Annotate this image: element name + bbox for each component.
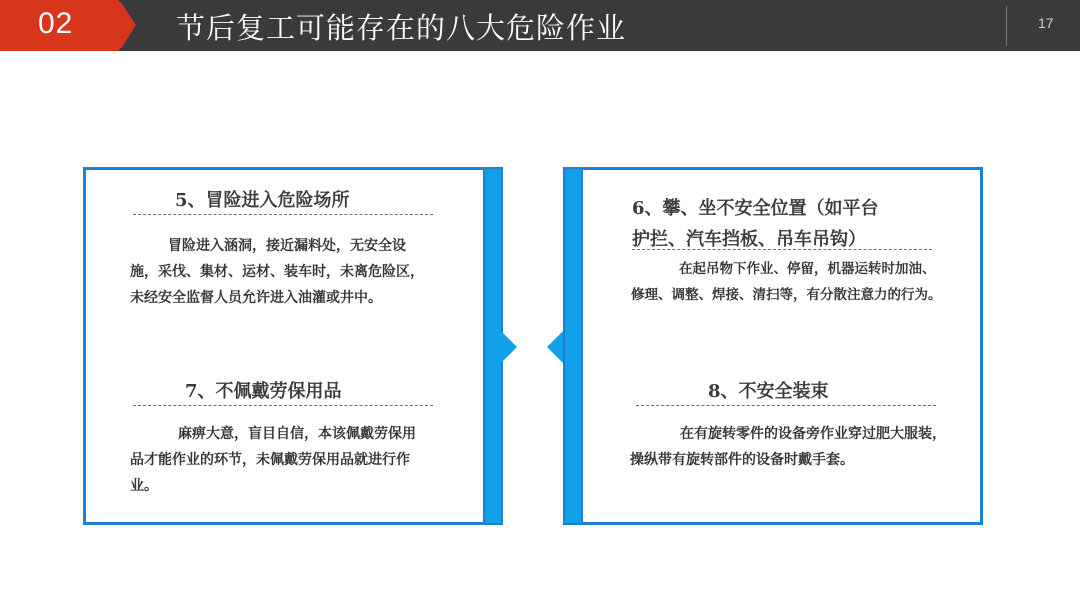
item-7-body [130,421,475,499]
right-accent-bar [563,167,583,525]
item-5-line-1: 冒险进入涵洞，接近漏料处，无安全设 [168,238,406,254]
item-7-divider [133,405,433,406]
item-6-heading [632,193,879,255]
item-6-heading-line-2: 护拦、汽车挡板、吊车吊钩） [632,229,866,250]
right-arrow-notch [547,331,563,363]
item-6-heading-line-1: 6、攀、坐不安全位置（如平台 [632,198,879,219]
item-8-line-2: 操纵带有旋转部件的设备时戴手套。 [630,452,854,468]
item-6-divider [632,249,932,250]
item-6-body [631,256,981,308]
item-8-divider [636,405,936,406]
item-8-body [630,421,980,473]
item-5-divider [133,214,433,215]
page-number: 17 [1038,15,1054,31]
item-7-line-3: 业。 [130,478,158,494]
item-5-body [130,233,475,311]
item-8-line-1: 在有旋转零件的设备旁作业穿过肥大服装， [680,426,946,442]
item-7-line-1: 麻痹大意，盲目自信，本该佩戴劳保用 [178,426,416,442]
item-6-line-1: 在起吊物下作业、停留，机器运转时加油、 [679,261,936,277]
item-7-line-2: 品才能作业的环节，未佩戴劳保用品就进行作 [130,452,410,468]
item-6-line-2: 修理、调整、焊接、清扫等，有分散注意力的行为。 [631,287,942,303]
title-divider [1006,6,1007,46]
left-accent-bar [483,167,503,525]
item-7-heading: 7、不佩戴劳保用品 [185,381,342,402]
item-5-line-2: 施，采伐、集材、运材、装车时，未离危险区， [130,264,424,280]
item-5-heading: 5、冒险进入危险场所 [175,190,350,211]
item-8-heading: 8、不安全装束 [708,381,829,402]
slide-title: 节后复工可能存在的八大危险作业 [176,11,627,45]
section-number: 02 [38,7,74,40]
left-arrow-notch [501,331,517,363]
item-5-line-3: 未经安全监督人员允许进入油灌或井中。 [130,290,382,306]
